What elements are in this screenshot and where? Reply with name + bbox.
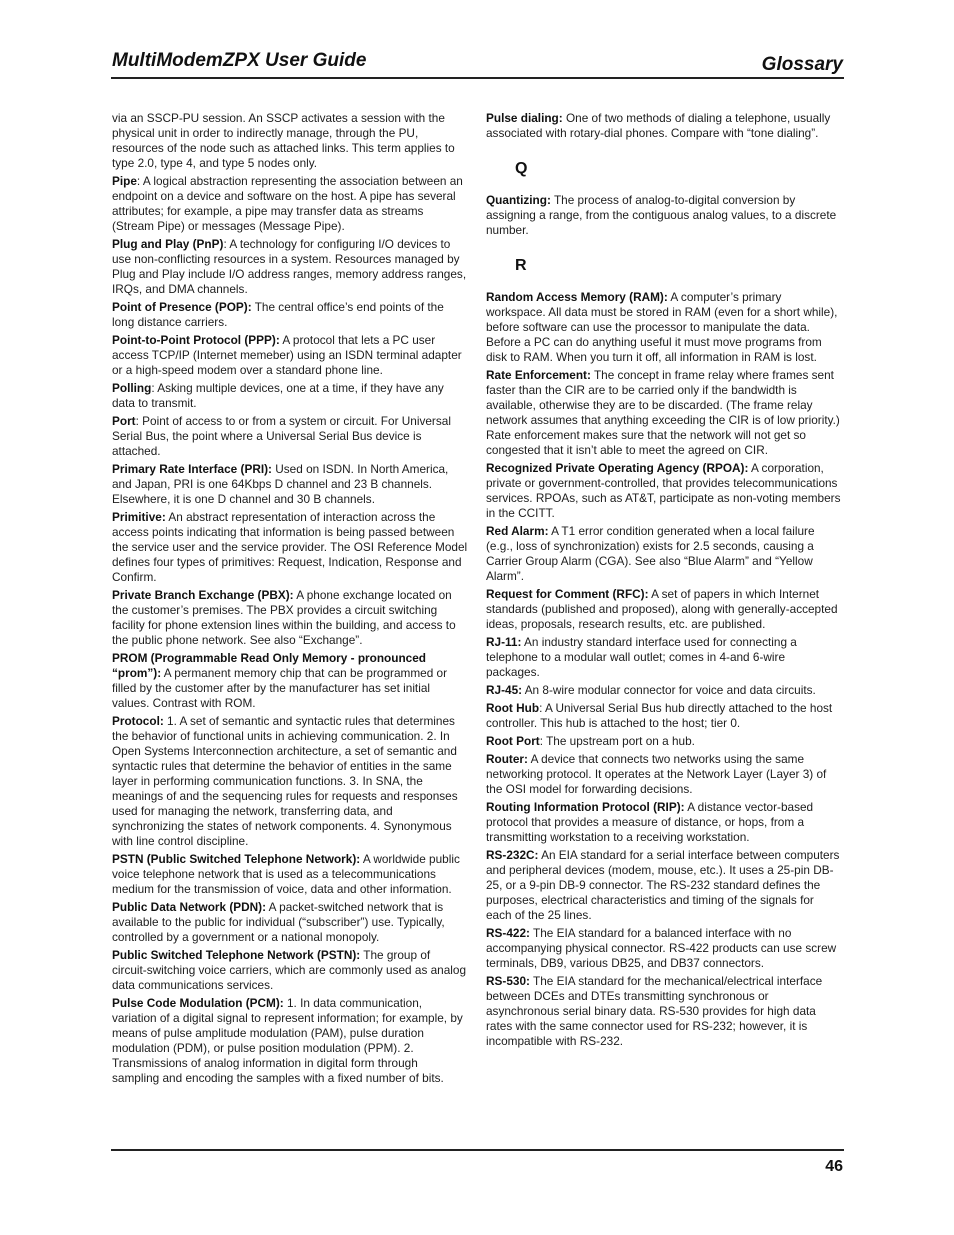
left-column	[112, 111, 468, 1089]
glossary-term: RJ-45:	[486, 683, 523, 697]
glossary-term: Recognized Private Operating Agency (RPOA):	[486, 461, 749, 475]
glossary-term: Primitive:	[112, 510, 166, 524]
glossary-term: Plug and Play (PnP)	[112, 237, 224, 251]
glossary-entry	[112, 714, 468, 849]
glossary-definition: 1. In data communication, variation of a digital signal to represent information; for example, by means of pulse amplitude modulation (PAM), pulse duration modulation (PDM), or pulse position modulation (PPM). 2. Transmissions of analog information in digital form through sampling and encoding the samples with a fixed number of bits.	[112, 996, 463, 1085]
glossary-term: Point of Presence (POP):	[112, 300, 252, 314]
left-entries	[112, 174, 468, 1086]
glossary-entry	[486, 587, 842, 632]
glossary-entry	[112, 588, 468, 648]
glossary-entry	[486, 683, 842, 698]
glossary-entry	[112, 381, 468, 411]
glossary-definition: Used on ISDN. In North America, and Japan, PRI is one 64Kbps D channel and 23 B channels. Elsewhere, it is one D channel and 30 B channels.	[112, 462, 449, 506]
lead-paragraph: via an SSCP-PU session. An SSCP activates a session with the physical unit in order to indirectly manage, through the PU, resources of the node such as attached links. This term applies to type 2.0, type 4, and type 5 nodes only.	[112, 111, 455, 170]
glossary-term: PSTN (Public Switched Telephone Network):	[112, 852, 361, 866]
glossary-term: Root Port	[486, 734, 540, 748]
glossary-definition: : The upstream port on a hub.	[539, 734, 695, 748]
glossary-term: Routing Information Protocol (RIP):	[486, 800, 685, 814]
glossary-entry	[486, 734, 842, 749]
glossary-term: Pipe	[112, 174, 137, 188]
header-rule	[111, 77, 844, 79]
glossary-term: Red Alarm:	[486, 524, 549, 538]
glossary-definition: The process of analog-to-digital conversion by assigning a range, from the contiguous analog values, to a discrete number.	[486, 193, 837, 237]
glossary-term: Quantizing:	[486, 193, 551, 207]
glossary-entry	[486, 193, 842, 238]
glossary-term: RS-232C:	[486, 848, 539, 862]
glossary-term: Port	[112, 414, 136, 428]
glossary-definition: A T1 error condition generated when a local failure (e.g., loss of synchronization) exists for 2.5 seconds, causing a Carrier Group Alarm (CGA). See also “Blue Alarm” and “Yellow Alarm”.	[486, 524, 815, 583]
header-section: Glossary	[761, 54, 843, 75]
glossary-term: Polling	[112, 381, 152, 395]
glossary-entry	[112, 333, 468, 378]
glossary-entry	[486, 848, 842, 923]
glossary-definition: A protocol that lets a PC user access TCP/IP (Internet memeber) using an ISDN terminal adapter or a high-speed modem over a standard phone line.	[112, 333, 462, 377]
glossary-term: PROM (Programmable Read Only Memory - pronounced “prom”):	[112, 651, 426, 680]
glossary-term: Pulse Code Modulation (PCM):	[112, 996, 284, 1010]
section-letter-q: Q	[515, 160, 528, 177]
glossary-definition: An EIA standard for a serial interface between computers and peripheral devices (modem, mouse, etc.). It uses a 25-pin DB-25, or a 9-pin DB-9 connector. The RS-232 standard defines the purposes, electrical characteristics and timing of the signals for each of the 25 lines.	[486, 848, 840, 922]
glossary-term: Point-to-Point Protocol (PPP):	[112, 333, 280, 347]
q-entries	[486, 193, 842, 238]
glossary-term: Public Switched Telephone Network (PSTN):	[112, 948, 361, 962]
glossary-entry	[486, 524, 842, 584]
glossary-term: RJ-11:	[486, 635, 522, 649]
glossary-definition: : A Universal Serial Bus hub directly attached to the host controller. This hub is attached to the host; tier 0.	[486, 701, 833, 730]
glossary-definition: An 8-wire modular connector for voice and data circuits.	[522, 683, 816, 697]
glossary-definition: An industry standard interface used for connecting a telephone to a modular wall outlet; comes in 4-and 6-wire packages.	[486, 635, 797, 679]
glossary-definition: A distance vector-based protocol that provides a measure of distance, or hops, from a transmitting workstation to a receiving workstation.	[486, 800, 814, 844]
glossary-definition: : A logical abstraction representing the association between an endpoint on a device and software on the host. A pipe has several attributes; for example, a pipe may transfer data as streams (Stream Pipe) or messages (Message Pipe).	[112, 174, 463, 233]
glossary-term: Random Access Memory (RAM):	[486, 290, 668, 304]
glossary-term: Primary Rate Interface (PRI):	[112, 462, 272, 476]
right-column	[486, 111, 842, 1052]
footer-rule	[111, 1149, 844, 1151]
glossary-definition: A device that connects two networks using the same networking protocol. It operates at the Network Layer (Layer 3) of the OSI model for forwarding decisions.	[486, 752, 827, 796]
glossary-definition: An abstract representation of interaction across the access points indicating that information is being passed between the service user and the service provider. The OSI Reference Model defines four types of primitives: Request, Indication, Response and Confirm.	[112, 510, 468, 584]
glossary-entry	[486, 800, 842, 845]
glossary-entry	[486, 290, 842, 365]
glossary-term: Protocol:	[112, 714, 164, 728]
page-number: 46	[825, 1158, 843, 1175]
glossary-term: Root Hub	[486, 701, 540, 715]
glossary-definition: A worldwide public voice telephone network that is used as a telecommunications medium for the transmission of voice, data and other information.	[112, 852, 460, 896]
glossary-entry	[486, 926, 842, 971]
glossary-entry	[486, 635, 842, 680]
glossary-entry	[112, 174, 468, 234]
glossary-definition: A computer’s primary workspace. All data must be stored in RAM (even for a short while), before software can use the processor to manipulate the data. Before a PC can do anything useful it must move programs from disk to RAM. When you turn it off, all information in RAM is lost.	[486, 290, 838, 364]
glossary-entry	[486, 752, 842, 797]
glossary-entry	[486, 368, 842, 458]
header-title: MultiModemZPX User Guide	[112, 50, 367, 71]
glossary-definition: The central office’s end points of the long distance carriers.	[112, 300, 444, 329]
glossary-entry	[112, 900, 468, 945]
glossary-entry	[112, 510, 468, 585]
glossary-entry	[112, 852, 468, 897]
glossary-term: Rate Enforcement:	[486, 368, 591, 382]
glossary-definition: A phone exchange located on the customer’s premises. The PBX provides a circuit switching facility for phone extension lines within the building, and access to the public phone network. See also “Exchange”.	[112, 588, 456, 647]
glossary-entry	[112, 300, 468, 330]
glossary-entry	[486, 701, 842, 731]
glossary-entry	[486, 461, 842, 521]
glossary-term: Public Data Network (PDN):	[112, 900, 267, 914]
glossary-entry	[112, 651, 468, 711]
glossary-definition: One of two methods of dialing a telephone, usually associated with rotary-dial phones. Compare with “tone dialing”.	[486, 111, 831, 140]
glossary-entry	[112, 948, 468, 993]
glossary-definition: The concept in frame relay where frames sent faster than the CIR are to be carried only if the bandwidth is available, otherwise they are to be discarded. (The frame relay network assumes that anything exceeding the CIR is of low priority.) Rate enforcement makes sure that the network will not get so congested that it isn’t able to meet the agreed on CIR.	[486, 368, 840, 457]
glossary-definition: : Point of access to or from a system or circuit. For Universal Serial Bus, the point where a Universal Serial Bus device is attached.	[112, 414, 451, 458]
glossary-definition: A packet-switched network that is available to the public for individual (“subscriber”) use. Typically, controlled by a government or a national monopoly.	[112, 900, 445, 944]
glossary-term: RS-530:	[486, 974, 530, 988]
glossary-term: Pulse dialing:	[486, 111, 563, 125]
glossary-definition: : A technology for configuring I/O devices to use non-conflicting resources in a system. Resources managed by Plug and Play include I/O address ranges, memory address ranges, IRQs, and DMA channels.	[112, 237, 467, 296]
glossary-definition: 1. A set of semantic and syntactic rules that determines the behavior of functional units in achieving communication. 2. In Open Systems Interconnection architecture, a set of semantic and syntactic rules that determine the behavior of entities in the same layer in performing communication functions. 3. In SNA, the meanings of and the sequencing rules for requests and responses used for managing the network, transferring data, and synchronizing the states of network components. 4. Synonymous with line control discipline.	[112, 714, 458, 848]
glossary-definition: A set of papers in which Internet standards (published and proposed), along with generally-accepted ideas, proposals, research results, etc. are published.	[486, 587, 838, 631]
glossary-entry	[112, 462, 468, 507]
glossary-entry	[112, 996, 468, 1086]
glossary-definition: : Asking multiple devices, one at a time, if they have any data to transmit.	[112, 381, 444, 410]
glossary-entry	[486, 111, 842, 141]
glossary-definition: The EIA standard for the mechanical/electrical interface between DCEs and DTEs transmitting synchronous or asynchronous serial binary data. RS-530 provides for high data rates with the same connector used for RS-232; however, it is incompatible with RS-232.	[486, 974, 823, 1048]
glossary-term: Router:	[486, 752, 528, 766]
glossary-definition: The group of circuit-switching voice carriers, which are commonly used as analog data communications services.	[112, 948, 467, 992]
glossary-term: Request for Comment (RFC):	[486, 587, 649, 601]
glossary-definition: A corporation, private or government-controlled, that provides telecommunications services. RPOAs, such as AT&T, participate as non-voting members in the CCITT.	[486, 461, 841, 520]
right-entries-top	[486, 111, 842, 141]
section-letter-r: R	[515, 257, 527, 274]
glossary-entry	[112, 237, 468, 297]
glossary-entry	[486, 974, 842, 1049]
glossary-entry	[112, 414, 468, 459]
glossary-definition: The EIA standard for a balanced interface with no accompanying physical connector. RS-422 products can use screw terminals, DB9, various DB25, and DB37 connectors.	[486, 926, 837, 970]
r-entries	[486, 290, 842, 1049]
glossary-term: Private Branch Exchange (PBX):	[112, 588, 294, 602]
glossary-term: RS-422:	[486, 926, 530, 940]
glossary-definition: A permanent memory chip that can be programmed or filled by the customer after by the manufacturer has set initial values. Contrast with ROM.	[112, 666, 448, 710]
